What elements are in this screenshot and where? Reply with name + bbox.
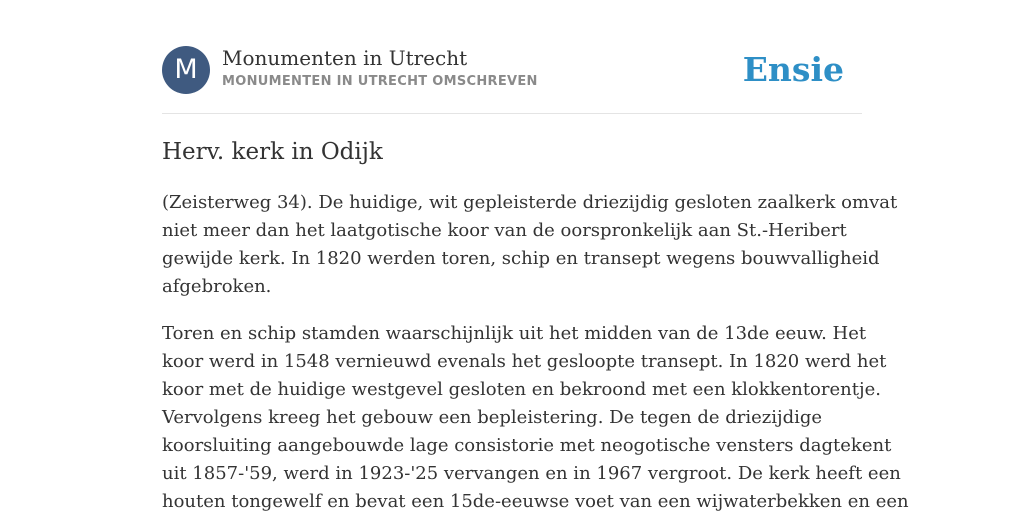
text-line: koor met de huidige westgevel gesloten en bekroond met een klokkentorentje. [162,379,881,400]
text-line: gewijde kerk. In 1820 werden toren, schip en transept wegens bouwvalligheid [162,248,880,269]
avatar[interactable]: M [162,46,210,94]
site-subtitle: MONUMENTEN IN UTRECHT OMSCHREVEN [222,74,538,89]
text-line: afgebroken. [162,276,272,297]
paragraph [162,320,909,512]
text-line: (Zeisterweg 34). De huidige, wit gepleisterde driezijdig gesloten zaalkerk omvat [162,192,898,213]
site-title[interactable]: Monumenten in Utrecht [222,46,468,70]
text-line: koorsluiting aangebouwde lage consistorie met neogotische vensters dagtekent [162,435,892,456]
text-line: houten tongewelf en bevat een 15de-eeuwse voet van een wijwaterbekken en een [162,491,909,512]
header-divider [162,113,862,114]
article [162,136,909,512]
text-line: uit 1857-'59, werd in 1923-'25 vervangen en in 1967 vergroot. De kerk heeft een [162,463,901,484]
article-body [162,189,909,512]
site-header [162,46,862,96]
text-line: Toren en schip stamden waarschijnlijk uit het midden van de 13de eeuw. Het [162,323,867,344]
text-line: niet meer dan het laatgotische koor van de oorspronkelijk aan St.-Heribert [162,220,847,241]
brand-logo[interactable]: Ensie [742,50,844,89]
text-line: Vervolgens kreeg het gebouw een bepleistering. De tegen de driezijdige [162,407,823,428]
article-title: Herv. kerk in Odijk [162,139,383,165]
paragraph [162,189,898,301]
text-line: koor werd in 1548 vernieuwd evenals het gesloopte transept. In 1820 werd het [162,351,887,372]
